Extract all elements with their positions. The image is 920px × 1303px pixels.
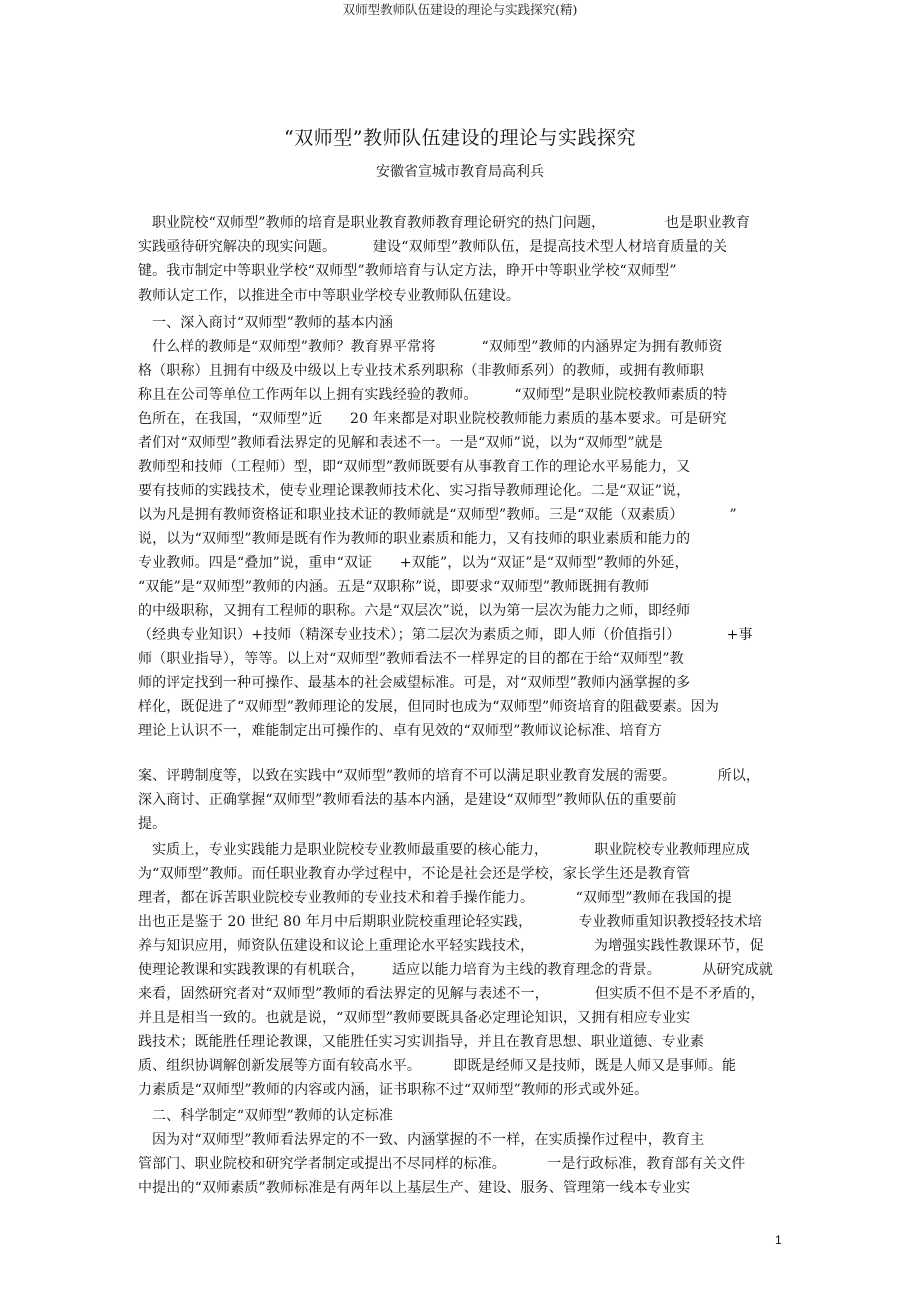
document-header: 双师型教师队伍建设的理论与实践探究(精)	[342, 2, 578, 17]
paragraph-line: 并且是相当一致的。也就是说，“双师型”教师要既具备必定理论知识，又拥有相应专业实	[138, 1010, 691, 1026]
paragraph-line: 实践亟待研究解决的现实问题。 建设“双师型”教师队伍，是提高技术型人材培育质量的关	[138, 239, 728, 255]
paragraph-line: 为“双师型”教师。而任职业教育办学过程中，不论是社会还是学校，家长学生还是教育管	[138, 866, 691, 882]
paragraph-line: 来看，固然研究者对“双师型”教师的看法界定的见解与表述不一， 但实质不但不是不矛盾的，	[138, 986, 765, 1002]
paragraph-line: 键。我市制定中等职业学校“双师型”教师培育与认定方法，睁开中等职业学校“双师型”	[138, 263, 677, 279]
document-title: “双师型”教师队伍建设的理论与实践探究	[284, 127, 636, 149]
section-heading: 二、科学制定“双师型”教师的认定标准	[152, 1108, 394, 1124]
paragraph-line: 以为凡是拥有教师资格证和职业技术证的教师就是“双师型”教师。三是“双能（双素质） ”	[138, 507, 737, 523]
paragraph-line: 样化，既促进了“双师型”教师理论的发展，但同时也成为“双师型”师资培育的阻截要素。因为	[138, 699, 720, 715]
paragraph-line: 因为对“双师型”教师看法界定的不一致、内涵掌握的不一样，在实质操作过程中，教育主	[152, 1132, 705, 1148]
paragraph-line: 教师认定工作，以推进全市中等职业学校专业教师队伍建设。	[138, 288, 521, 304]
paragraph-line: 师的评定找到一种可操作、最基本的社会威望标准。可是，对“双师型”教师内涵掌握的多	[138, 675, 691, 691]
paragraph-line: 教师型和技师（工程师）型，即“双师型”教师既要有从事教育工作的理论水平易能力，又	[138, 459, 691, 475]
paragraph-line: 格（职称）且拥有中级及中级以上专业技术系列职称（非教师系列）的教师，或拥有教师职	[138, 363, 704, 379]
paragraph-line: 力素质是“双师型”教师的内容或内涵，证书职称不过“双师型”教师的形式或外延。	[138, 1082, 649, 1098]
paragraph-line: 什么样的教师是“双师型”教师？教育界平常将 “双师型”教师的内涵界定为拥有教师资	[152, 339, 723, 355]
paragraph-line: 的中级职称，又拥有工程师的职称。六是“双层次”说，以为第一层次为能力之师，即经师	[138, 603, 691, 619]
paragraph-line: 说，以为“双师型”教师是既有作为教师的职业素质和能力，又有技师的职业素质和能力的	[138, 531, 691, 547]
paragraph-line: （经典专业知识）+技师（精深专业技术）；第二层次为素质之师，即人师（价值指引） +事	[138, 627, 753, 643]
paragraph-line: 职业院校“双师型”教师的培育是职业教育教师教育理论研究的热门问题， 也是职业教育	[152, 215, 750, 231]
paragraph-line: “双能”是“双师型”教师的内涵。五是“双职称”说，即要求“双师型”教师既拥有教师	[138, 579, 650, 595]
paragraph-line: 要有技师的实践技术，使专业理论课教师技术化、实习指导教师理论化。二是“双证”说，	[138, 483, 691, 499]
paragraph-line: 理者，都在诉苦职业院校专业教师的专业技术和着手操作能力。 “双师型”教师在我国的提	[138, 890, 732, 906]
paragraph-line: 色所在，在我国，“双师型”近 20 年来都是对职业院校教师能力素质的基本要求。可是研究	[138, 411, 727, 427]
paragraph-line: 者们对“双师型”教师看法界定的见解和表述不一。一是“双师”说，以为“双师型”就是	[138, 435, 663, 451]
paragraph-line: 理论上认识不一，难能制定出可操作的、卓有见效的“双师型”教师议论标准、培育方	[138, 723, 663, 739]
paragraph-line: 案、评聘制度等，以致在实践中“双师型”教师的培育不可以满足职业教育发展的需要。 所以，	[138, 768, 761, 784]
paragraph-line: 中提出的“双师素质”教师标准是有两年以上基层生产、建设、服务、管理第一线本专业实	[138, 1180, 691, 1196]
paragraph-line: 践技术；既能胜任理论教课，又能胜任实习实训指导，并且在教育思想、职业道德、专业素	[138, 1034, 704, 1050]
paragraph-line: 质、组织协调解创新发展等方面有较高水平。 即既是经师又是技师，既是人师又是事师。能	[138, 1058, 737, 1074]
paragraph-line: 管部门、职业院校和研究学者制定或提出不尽同样的标准。 一是行政标准，教育部有关文件	[138, 1156, 746, 1172]
paragraph-line: 使理论教课和实践教课的有机联合， 适应以能力培育为主线的教育理念的背景。 从研究成就	[138, 962, 774, 978]
paragraph-line: 出也正是鉴于 20 世纪 80 年月中后期职业院校重理论轻实践， 专业教师重知识教授轻技术培	[138, 914, 763, 930]
paragraph-line: 专业教师。四是“叠加”说，重申“双证 +双能”，以为“双证”是“双师型”教师的外延，	[138, 555, 689, 571]
paragraph-line: 师（职业指导），等等。以上对“双师型”教师看法不一样界定的目的都在于给“双师型”教	[138, 651, 684, 667]
document-author: 安徽省宣城市教育局高利兵	[376, 164, 544, 180]
paragraph-line: 深入商讨、正确掌握“双师型”教师看法的基本内涵，是建设“双师型”教师队伍的重要前	[138, 792, 677, 808]
paragraph-line: 实质上，专业实践能力是职业院校专业教师最重要的核心能力， 职业院校专业教师理应成	[152, 842, 750, 858]
page-number: 1	[775, 1233, 782, 1247]
paragraph-line: 养与知识应用，师资队伍建设和议论上重理论水平轻实践技术， 为增强实践性教课环节，促	[138, 938, 764, 954]
paragraph-line: 称且在公司等单位工作两年以上拥有实践经验的教师。 “双师型”是职业院校教师素质的特	[138, 387, 728, 403]
section-heading: 一、深入商讨“双师型”教师的基本内涵	[152, 315, 394, 331]
paragraph-line: 提。	[138, 816, 167, 832]
